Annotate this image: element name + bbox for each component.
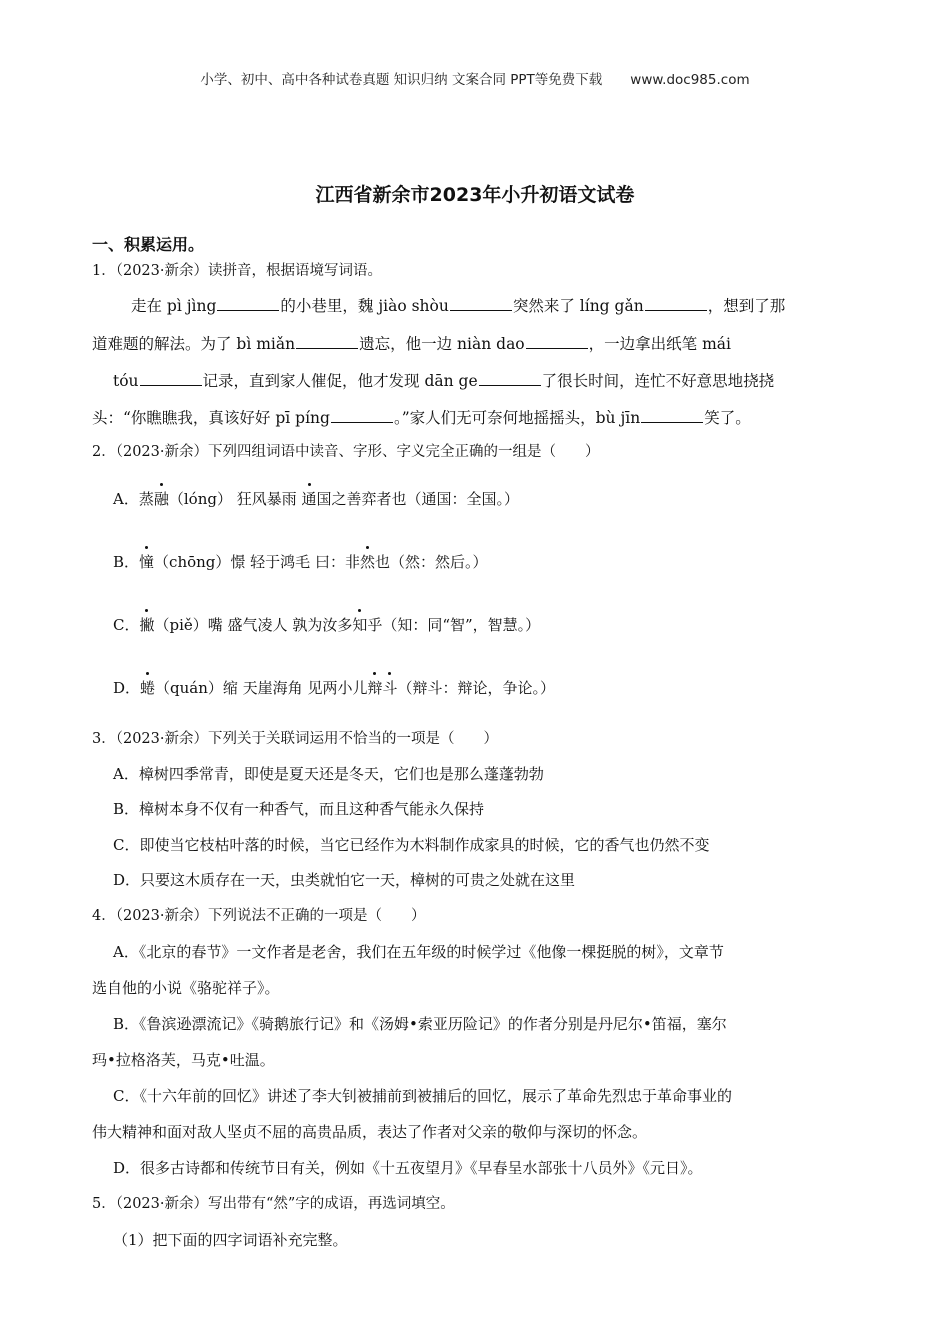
q4-option-d[interactable]: D．很多古诗都和传统节日有关，例如《十五夜望月》《早春呈水部张十八员外》《元日》。 <box>113 1159 703 1177</box>
q1-text: 。”家人们无可奈何地摇摇头，bù jīn <box>393 409 641 427</box>
dotted-char: 融 <box>153 490 169 508</box>
option-text: （quán）缩 天崖海角 见两小儿 <box>155 679 368 697</box>
dotted-char: 然 <box>359 553 375 571</box>
q3-option-a[interactable]: A．樟树四季常青，即使是夏天还是冬天，它们也是那么蓬蓬勃勃 <box>113 765 544 783</box>
answer-blank[interactable] <box>140 384 202 386</box>
q4-stem: 4．（2023·新余）下列说法不正确的一项是（ ） <box>92 908 426 924</box>
q1-text: 走在 pì jìng <box>131 297 217 315</box>
q1-text: 突然来了 líng gǎn <box>512 297 644 315</box>
q5-stem: 5．（2023·新余）写出带有“然”字的成语，再选词填空。 <box>92 1196 455 1212</box>
q2-option-d[interactable] <box>113 677 555 698</box>
dotted-char: 斗 <box>382 679 398 697</box>
option-text: 国之善弈者也（通国：全国。） <box>316 490 520 508</box>
answer-blank[interactable] <box>450 309 512 311</box>
option-text: 乎（知：同“智”，智慧。） <box>367 616 541 634</box>
page-header <box>0 68 950 88</box>
q3-stem: 3．（2023·新余）下列关于关联词运用不恰当的一项是（ ） <box>92 731 498 747</box>
q5-subquestion-1: （1）把下面的四字词语补充完整。 <box>113 1231 348 1249</box>
option-label: C． <box>113 616 140 634</box>
option-text: 也（然：然后。） <box>374 553 488 571</box>
q1-text: tóu <box>113 372 139 390</box>
q1-text: 的小巷里，魏 jiào shòu <box>280 297 449 315</box>
exam-title: 江西省新余市2023年小升初语文试卷 <box>315 184 635 206</box>
dotted-char: 知 <box>352 616 368 634</box>
q2-option-b[interactable] <box>113 551 487 572</box>
q4-option-a[interactable]: A．《北京的春节》一文作者是老舍，我们在五年级的时候学过《他像一棵挺脱的树》，文章节 <box>113 943 724 961</box>
q3-option-c[interactable]: C．即使当它枝枯叶落的时候，当它已经作为木料制作成家具的时候，它的香气也仍然不变 <box>113 836 710 854</box>
dotted-char: 憧 <box>139 553 155 571</box>
answer-blank[interactable] <box>296 347 358 349</box>
option-text: （piě）嘴 盛气凌人 孰为汝多 <box>154 616 353 634</box>
option-text: （辩斗：辩论，争论。） <box>397 679 555 697</box>
answer-blank[interactable] <box>217 309 279 311</box>
option-label: B． <box>113 553 140 571</box>
header-site-link[interactable]: www.doc985.com <box>630 72 750 88</box>
q4-option-c-cont: 伟大精神和面对敌人坚贞不屈的高贵品质，表达了作者对父亲的敬仰与深切的怀念。 <box>92 1123 648 1141</box>
q4-option-c[interactable]: C．《十六年前的回忆》讲述了李大钊被捕前到被捕后的回忆，展示了革命先烈忠于革命事业的 <box>113 1087 732 1105</box>
q1-text: 记录，直到家人催促，他才发现 dān ge <box>202 372 478 390</box>
answer-blank[interactable] <box>641 421 703 423</box>
q1-text: 笑了。 <box>704 409 751 427</box>
option-text: （lóng） 狂风暴雨 <box>168 490 302 508</box>
q2-option-c[interactable] <box>113 614 540 635</box>
q2-option-a[interactable] <box>113 488 519 509</box>
q1-text: ，想到了那 <box>707 297 786 315</box>
option-text: （chōng）憬 轻于鸿毛 曰：非 <box>154 553 360 571</box>
answer-blank[interactable] <box>526 347 588 349</box>
section-heading: 一、积累运用。 <box>92 235 205 254</box>
q3-option-b[interactable]: B．樟树本身不仅有一种香气，而且这种香气能永久保持 <box>113 800 485 818</box>
q4-option-b-cont: 玛•拉格洛芙，马克•吐温。 <box>92 1051 275 1069</box>
q1-line-3 <box>113 369 774 391</box>
option-label: A． <box>113 490 139 508</box>
option-text: 蒸 <box>138 490 154 508</box>
answer-blank[interactable] <box>479 384 541 386</box>
q2-stem: 2．（2023·新余）下列四组词语中读音、字形、字义完全正确的一组是（ ） <box>92 444 600 460</box>
q1-line-2 <box>92 332 731 354</box>
q1-text: 了很长时间，连忙不好意思地挠挠 <box>541 372 775 390</box>
dotted-char: 撇 <box>139 616 155 634</box>
q1-line-4 <box>92 406 751 428</box>
q4-option-a-cont: 选自他的小说《骆驼祥子》。 <box>92 979 280 997</box>
q1-text: ，一边拿出纸笔 mái <box>588 335 731 353</box>
option-label: D． <box>113 679 141 697</box>
q1-text: 道难题的解法。为了 bì miǎn <box>92 335 296 353</box>
dotted-char: 辩 <box>367 679 383 697</box>
q1-text: 遗忘，他一边 niàn dao <box>359 335 525 353</box>
dotted-char: 通 <box>301 490 317 508</box>
dotted-char: 蜷 <box>140 679 156 697</box>
q1-stem: 1．（2023·新余）读拼音，根据语境写词语。 <box>92 263 382 279</box>
q1-line-1 <box>131 294 785 316</box>
q1-text: 头：“你瞧瞧我，真该好好 pī píng <box>92 409 330 427</box>
answer-blank[interactable] <box>331 421 393 423</box>
q4-option-b[interactable]: B．《鲁滨逊漂流记》《骑鹅旅行记》和《汤姆•索亚历险记》的作者分别是丹尼尔•笛福，塞尔 <box>113 1015 727 1033</box>
q3-option-d[interactable]: D．只要这木质存在一天，虫类就怕它一天，樟树的可贵之处就在这里 <box>113 871 576 889</box>
header-text: 小学、初中、高中各种试卷真题 知识归纳 文案合同 PPT等免费下载 <box>200 72 603 88</box>
answer-blank[interactable] <box>645 309 707 311</box>
